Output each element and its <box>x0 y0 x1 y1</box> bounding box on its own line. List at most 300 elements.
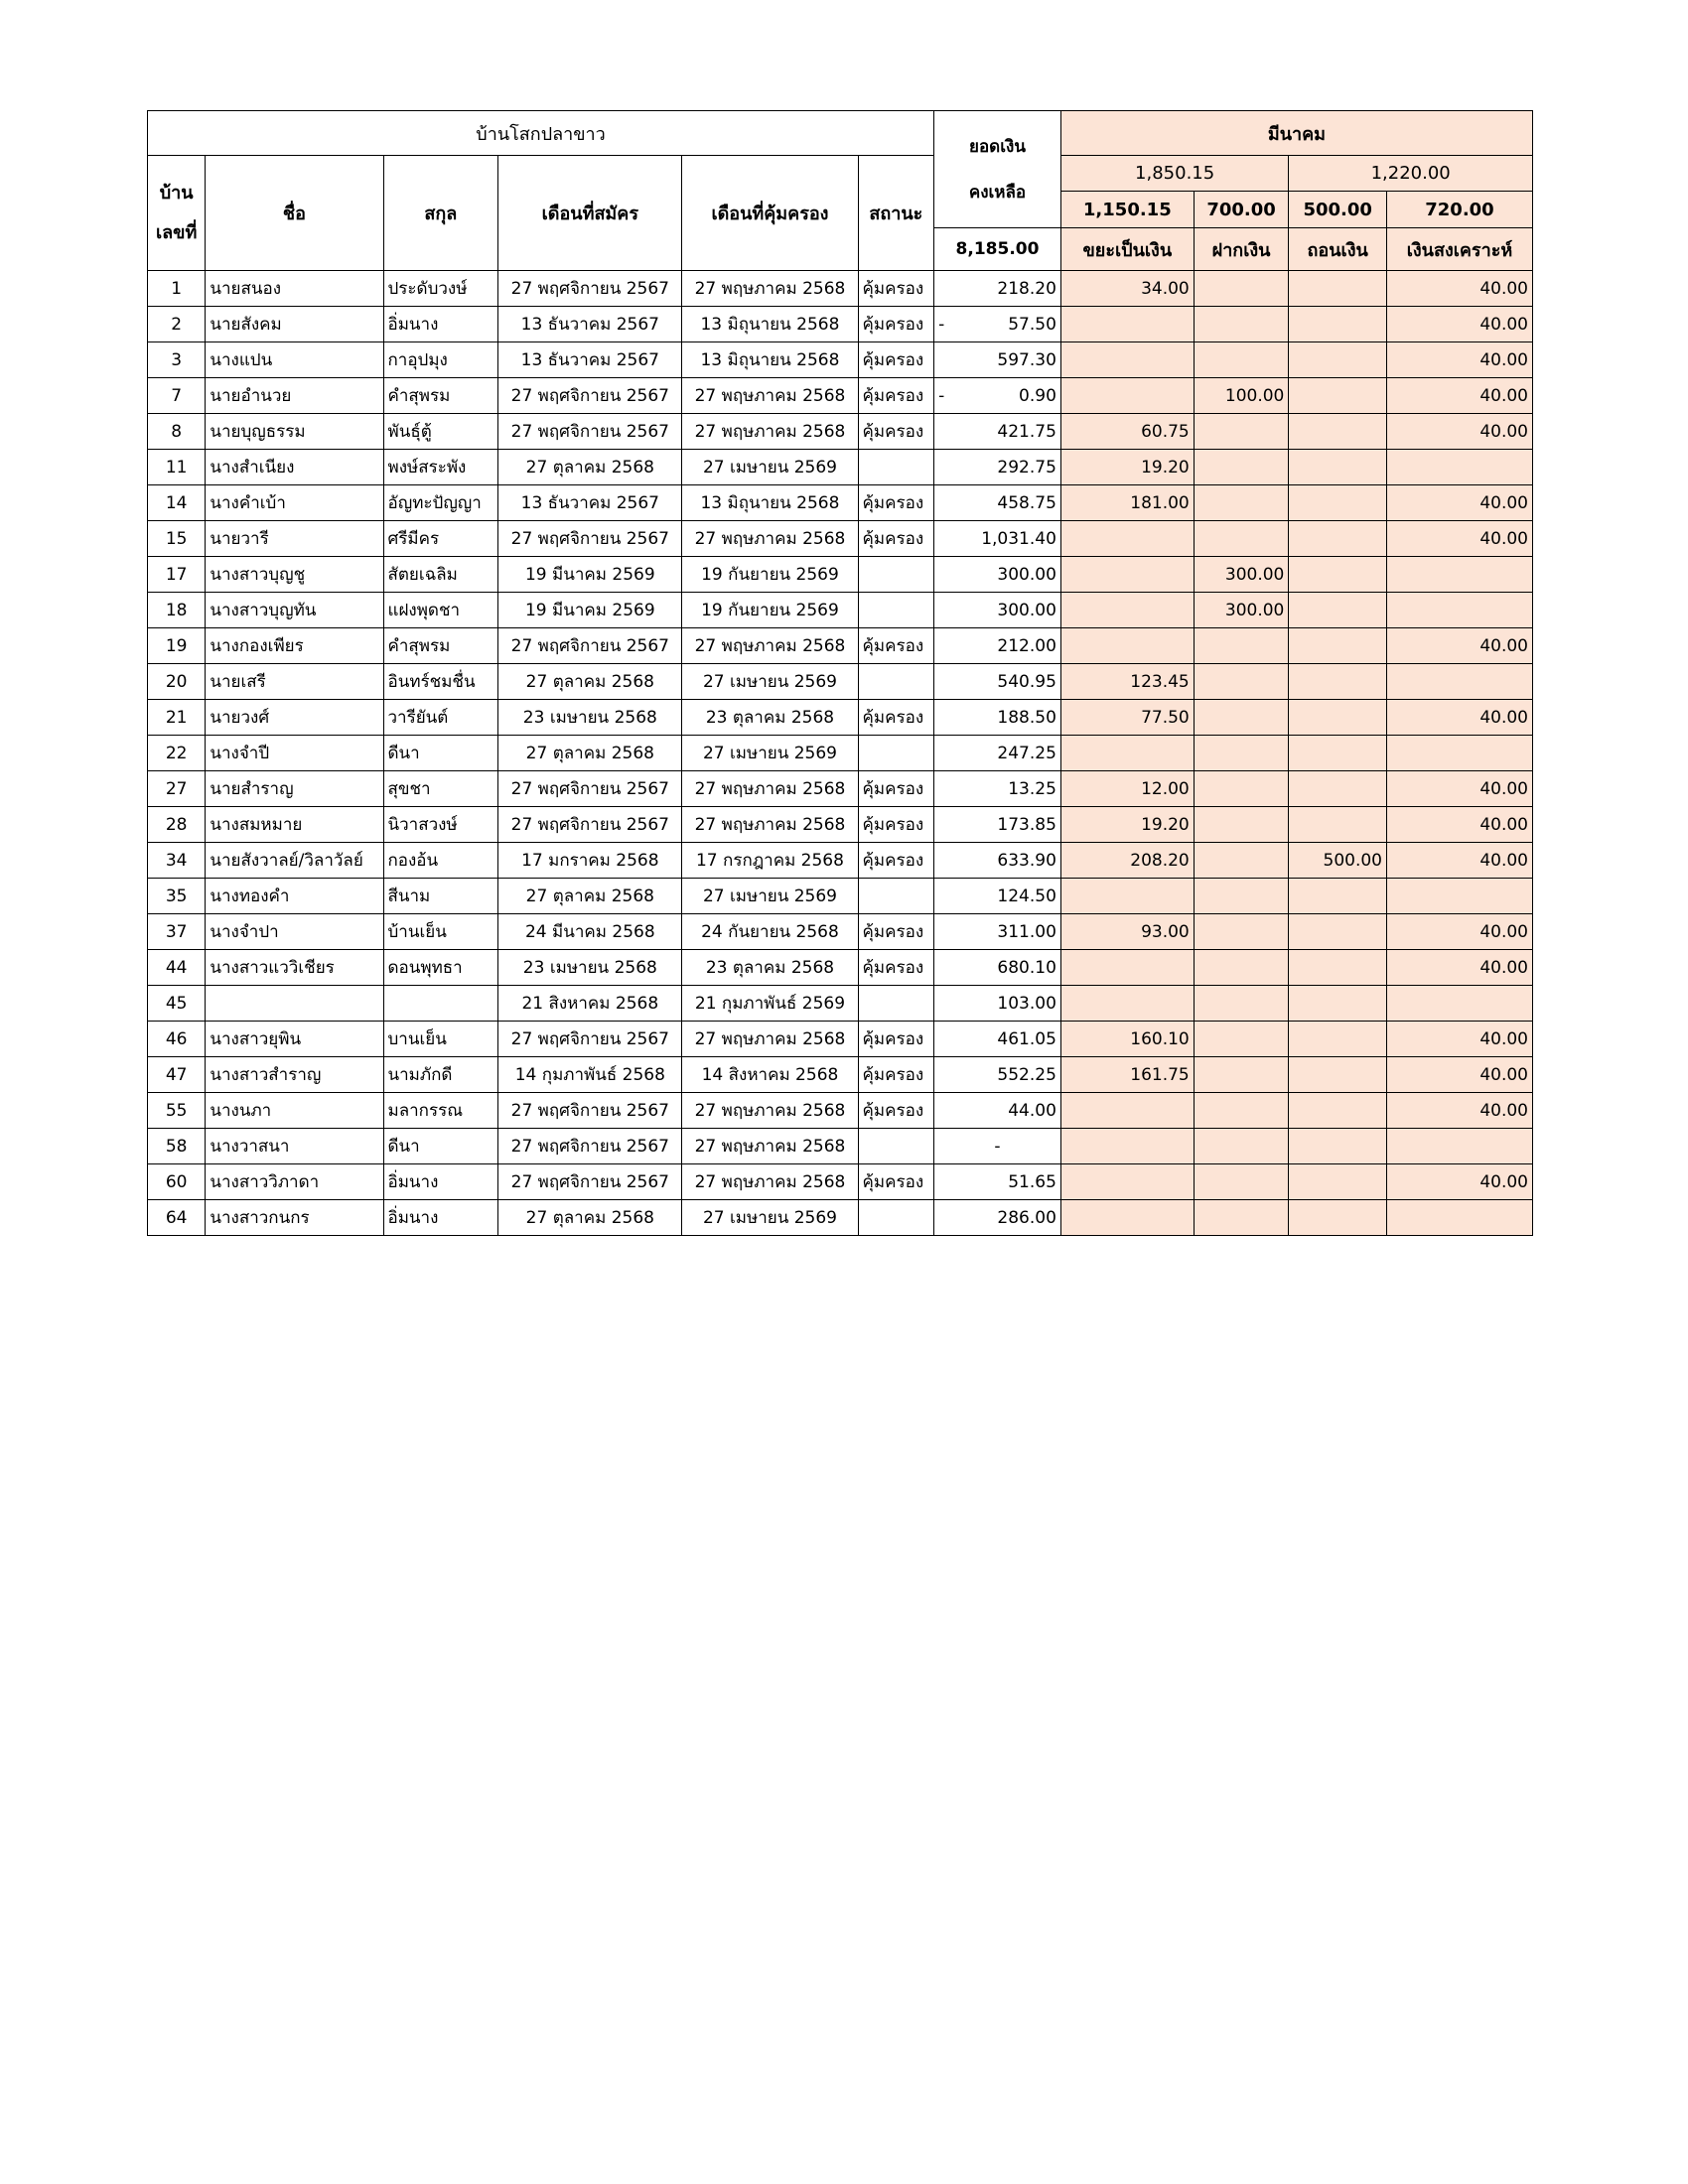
cell-welfare <box>1386 664 1532 700</box>
cell-waste <box>1060 1200 1194 1236</box>
cell-surname: อิ่มนาง <box>383 1164 498 1200</box>
cell-deposit <box>1194 342 1289 378</box>
table-row <box>148 843 1533 879</box>
cell-balance <box>934 879 1061 914</box>
cell-covered: 27 เมษายน 2569 <box>682 736 858 771</box>
cell-welfare <box>1386 879 1532 914</box>
cell-balance-value: 173.85 <box>997 814 1056 835</box>
cell-balance <box>934 271 1061 307</box>
table-body <box>148 271 1533 1236</box>
cell-no: 47 <box>148 1057 206 1093</box>
cell-waste: 208.20 <box>1060 843 1194 879</box>
cell-balance-value: 188.50 <box>997 707 1056 728</box>
cell-balance-value: 300.00 <box>997 564 1056 585</box>
cell-no: 44 <box>148 950 206 986</box>
cell-withdraw <box>1289 1022 1387 1057</box>
cell-name <box>206 986 383 1022</box>
cell-deposit <box>1194 1022 1289 1057</box>
cell-no: 64 <box>148 1200 206 1236</box>
cell-withdraw <box>1289 450 1387 485</box>
cell-deposit <box>1194 736 1289 771</box>
header-month-applied: เดือนที่สมัคร <box>498 156 682 271</box>
cell-withdraw <box>1289 485 1387 521</box>
cell-surname: ศรีมีคร <box>383 521 498 557</box>
cell-covered: 27 พฤษภาคม 2568 <box>682 521 858 557</box>
cell-withdraw <box>1289 1129 1387 1164</box>
cell-welfare <box>1386 557 1532 593</box>
cell-no: 14 <box>148 485 206 521</box>
table-row <box>148 593 1533 628</box>
cell-covered: 27 เมษายน 2569 <box>682 664 858 700</box>
cell-deposit <box>1194 1093 1289 1129</box>
table-row <box>148 1129 1533 1164</box>
cell-name: นางสาวบุญชู <box>206 557 383 593</box>
table-row <box>148 521 1533 557</box>
cell-status: คุ้มครอง <box>858 1022 934 1057</box>
table-row <box>148 414 1533 450</box>
cell-surname: กองอ้น <box>383 843 498 879</box>
cell-balance-value: 421.75 <box>997 421 1056 442</box>
cell-welfare <box>1386 1200 1532 1236</box>
table-row <box>148 1022 1533 1057</box>
cell-withdraw <box>1289 521 1387 557</box>
cell-balance-value: 633.90 <box>997 850 1056 871</box>
cell-deposit <box>1194 950 1289 986</box>
cell-surname: อินทร์ชมชื่น <box>383 664 498 700</box>
cell-balance-value: 13.25 <box>1008 778 1056 799</box>
cell-deposit <box>1194 664 1289 700</box>
cell-applied: 27 ตุลาคม 2568 <box>498 664 682 700</box>
cell-covered: 14 สิงหาคม 2568 <box>682 1057 858 1093</box>
cell-balance-value: 0.90 <box>1019 385 1056 406</box>
cell-covered: 27 พฤษภาคม 2568 <box>682 1093 858 1129</box>
header-month-covered: เดือนที่คุ้มครอง <box>682 156 858 271</box>
cell-applied: 19 มีนาคม 2569 <box>498 593 682 628</box>
cell-balance-value: 103.00 <box>997 993 1056 1014</box>
cell-balance <box>934 521 1061 557</box>
cell-name: นางนภา <box>206 1093 383 1129</box>
cell-covered: 13 มิถุนายน 2568 <box>682 485 858 521</box>
cell-no: 19 <box>148 628 206 664</box>
cell-withdraw <box>1289 1057 1387 1093</box>
cell-withdraw <box>1289 378 1387 414</box>
table-row <box>148 1164 1533 1200</box>
cell-no: 21 <box>148 700 206 736</box>
cell-covered: 23 ตุลาคม 2568 <box>682 950 858 986</box>
cell-status <box>858 557 934 593</box>
cell-welfare <box>1386 986 1532 1022</box>
cell-surname: ดีนา <box>383 736 498 771</box>
cell-balance-value: 57.50 <box>1008 314 1056 335</box>
cell-balance-value: 458.75 <box>997 492 1056 513</box>
cell-balance <box>934 700 1061 736</box>
cell-welfare: 40.00 <box>1386 342 1532 378</box>
header-balance <box>934 111 1061 228</box>
cell-covered: 19 กันยายน 2569 <box>682 557 858 593</box>
cell-balance <box>934 593 1061 628</box>
header-welfare: เงินสงเคราะห์ <box>1386 228 1532 271</box>
cell-name: นายอำนวย <box>206 378 383 414</box>
cell-balance-value: 44.00 <box>1008 1100 1056 1121</box>
cell-applied: 23 เมษายน 2568 <box>498 700 682 736</box>
cell-deposit <box>1194 271 1289 307</box>
cell-welfare: 40.00 <box>1386 1164 1532 1200</box>
cell-sign: - <box>938 314 945 335</box>
cell-applied: 23 เมษายน 2568 <box>498 950 682 986</box>
cell-status: คุ้มครอง <box>858 378 934 414</box>
cell-no: 11 <box>148 450 206 485</box>
cell-surname: คำสุพรม <box>383 378 498 414</box>
cell-withdraw <box>1289 879 1387 914</box>
cell-balance-value: 300.00 <box>997 600 1056 620</box>
cell-name: นายวารี <box>206 521 383 557</box>
cell-covered: 13 มิถุนายน 2568 <box>682 342 858 378</box>
cell-surname: แฝงพุดชา <box>383 593 498 628</box>
cell-waste <box>1060 521 1194 557</box>
cell-covered: 17 กรกฎาคม 2568 <box>682 843 858 879</box>
cell-no: 22 <box>148 736 206 771</box>
cell-welfare <box>1386 593 1532 628</box>
cell-applied: 27 พฤศจิกายน 2567 <box>498 1022 682 1057</box>
cell-balance <box>934 450 1061 485</box>
table-row <box>148 307 1533 342</box>
cell-balance <box>934 378 1061 414</box>
cell-name: นางทองคำ <box>206 879 383 914</box>
savings-table <box>147 110 1533 1236</box>
cell-welfare: 40.00 <box>1386 628 1532 664</box>
cell-balance-value: 124.50 <box>997 886 1056 906</box>
cell-status: คุ้มครอง <box>858 1164 934 1200</box>
header-house-no-label: บ้าน เลขที่ <box>156 182 198 243</box>
table-row <box>148 771 1533 807</box>
cell-withdraw <box>1289 414 1387 450</box>
cell-status: คุ้มครอง <box>858 1057 934 1093</box>
cell-waste <box>1060 879 1194 914</box>
cell-name: นางสาวยุพิน <box>206 1022 383 1057</box>
cell-name: นางวาสนา <box>206 1129 383 1164</box>
cell-waste: 19.20 <box>1060 450 1194 485</box>
cell-no: 27 <box>148 771 206 807</box>
cell-withdraw <box>1289 271 1387 307</box>
cell-balance <box>934 628 1061 664</box>
cell-no: 46 <box>148 1022 206 1057</box>
cell-status: คุ้มครอง <box>858 414 934 450</box>
cell-covered: 23 ตุลาคม 2568 <box>682 700 858 736</box>
cell-withdraw <box>1289 771 1387 807</box>
cell-withdraw <box>1289 307 1387 342</box>
cell-no: 28 <box>148 807 206 843</box>
cell-applied: 27 พฤศจิกายน 2567 <box>498 271 682 307</box>
cell-covered: 27 เมษายน 2569 <box>682 450 858 485</box>
cell-surname: ดีนา <box>383 1129 498 1164</box>
cell-balance-value: 218.20 <box>997 278 1056 299</box>
header-balance-label: ยอดเงิน คงเหลือ <box>968 136 1027 203</box>
cell-surname: พงษ์สระพัง <box>383 450 498 485</box>
cell-name: นางจำปี <box>206 736 383 771</box>
cell-status: คุ้มครอง <box>858 521 934 557</box>
cell-balance <box>934 807 1061 843</box>
cell-balance <box>934 843 1061 879</box>
cell-welfare: 40.00 <box>1386 950 1532 986</box>
table-row <box>148 628 1533 664</box>
cell-name: นางสาวบุญทัน <box>206 593 383 628</box>
cell-name: นางจำปา <box>206 914 383 950</box>
sub-total-waste: 1,150.15 <box>1060 192 1194 228</box>
cell-balance-value: 247.25 <box>997 743 1056 763</box>
cell-applied: 27 พฤศจิกายน 2567 <box>498 378 682 414</box>
cell-covered: 27 เมษายน 2569 <box>682 879 858 914</box>
table-row <box>148 700 1533 736</box>
cell-withdraw <box>1289 914 1387 950</box>
cell-name: นายสำราญ <box>206 771 383 807</box>
cell-withdraw <box>1289 664 1387 700</box>
cell-balance-value: 1,031.40 <box>981 528 1056 549</box>
cell-status: คุ้มครอง <box>858 1093 934 1129</box>
table-row <box>148 950 1533 986</box>
page-title: บ้านโสกปลาขาว <box>148 111 934 156</box>
cell-surname: คำสุพรม <box>383 628 498 664</box>
cell-applied: 14 กุมภาพันธ์ 2568 <box>498 1057 682 1093</box>
cell-applied: 27 พฤศจิกายน 2567 <box>498 414 682 450</box>
cell-no: 18 <box>148 593 206 628</box>
cell-welfare: 40.00 <box>1386 271 1532 307</box>
cell-balance <box>934 950 1061 986</box>
cell-deposit <box>1194 807 1289 843</box>
cell-deposit <box>1194 1200 1289 1236</box>
cell-deposit <box>1194 1129 1289 1164</box>
cell-waste <box>1060 950 1194 986</box>
cell-status: คุ้มครอง <box>858 307 934 342</box>
cell-waste <box>1060 736 1194 771</box>
cell-applied: 27 ตุลาคม 2568 <box>498 1200 682 1236</box>
cell-no: 2 <box>148 307 206 342</box>
cell-surname: ประดับวงษ์ <box>383 271 498 307</box>
cell-welfare <box>1386 450 1532 485</box>
cell-status <box>858 736 934 771</box>
cell-surname: บ้านเย็น <box>383 914 498 950</box>
table-row <box>148 557 1533 593</box>
cell-waste <box>1060 307 1194 342</box>
cell-no: 37 <box>148 914 206 950</box>
cell-applied: 19 มีนาคม 2569 <box>498 557 682 593</box>
cell-withdraw: 500.00 <box>1289 843 1387 879</box>
cell-name: นางสาวแววิเชียร <box>206 950 383 986</box>
cell-covered: 19 กันยายน 2569 <box>682 593 858 628</box>
cell-status: คุ้มครอง <box>858 700 934 736</box>
sub-total-withdraw: 500.00 <box>1289 192 1387 228</box>
sub-total-deposit: 700.00 <box>1194 192 1289 228</box>
cell-balance <box>934 307 1061 342</box>
cell-waste <box>1060 342 1194 378</box>
cell-status <box>858 593 934 628</box>
cell-balance <box>934 414 1061 450</box>
cell-welfare: 40.00 <box>1386 1093 1532 1129</box>
cell-welfare: 40.00 <box>1386 843 1532 879</box>
cell-welfare <box>1386 736 1532 771</box>
cell-applied: 21 สิงหาคม 2568 <box>498 986 682 1022</box>
cell-waste: 161.75 <box>1060 1057 1194 1093</box>
cell-withdraw <box>1289 342 1387 378</box>
group-total-2: 1,220.00 <box>1289 156 1533 192</box>
cell-applied: 27 พฤศจิกายน 2567 <box>498 771 682 807</box>
cell-withdraw <box>1289 557 1387 593</box>
cell-surname: วารียันต์ <box>383 700 498 736</box>
cell-no: 15 <box>148 521 206 557</box>
cell-surname: มลากรรณ <box>383 1093 498 1129</box>
cell-waste: 93.00 <box>1060 914 1194 950</box>
cell-waste: 77.50 <box>1060 700 1194 736</box>
cell-balance <box>934 914 1061 950</box>
cell-deposit <box>1194 879 1289 914</box>
group-total-1: 1,850.15 <box>1060 156 1288 192</box>
cell-covered: 27 เมษายน 2569 <box>682 1200 858 1236</box>
cell-covered: 13 มิถุนายน 2568 <box>682 307 858 342</box>
cell-withdraw <box>1289 593 1387 628</box>
cell-deposit <box>1194 771 1289 807</box>
cell-withdraw <box>1289 736 1387 771</box>
cell-status <box>858 986 934 1022</box>
cell-withdraw <box>1289 1093 1387 1129</box>
cell-deposit <box>1194 700 1289 736</box>
cell-no: 20 <box>148 664 206 700</box>
cell-balance <box>934 485 1061 521</box>
cell-welfare <box>1386 1129 1532 1164</box>
cell-welfare: 40.00 <box>1386 414 1532 450</box>
cell-applied: 27 พฤศจิกายน 2567 <box>498 1093 682 1129</box>
cell-name: นางคำเบ้า <box>206 485 383 521</box>
cell-balance <box>934 1093 1061 1129</box>
cell-status: คุ้มครอง <box>858 771 934 807</box>
cell-waste <box>1060 557 1194 593</box>
cell-name: นายสังวาลย์/วิลาวัลย์ <box>206 843 383 879</box>
cell-waste <box>1060 1164 1194 1200</box>
cell-deposit <box>1194 485 1289 521</box>
cell-deposit: 300.00 <box>1194 557 1289 593</box>
cell-balance <box>934 1057 1061 1093</box>
cell-status <box>858 879 934 914</box>
cell-no: 17 <box>148 557 206 593</box>
cell-waste: 19.20 <box>1060 807 1194 843</box>
table-row <box>148 1200 1533 1236</box>
cell-applied: 27 พฤศจิกายน 2567 <box>498 1164 682 1200</box>
cell-name: นางสำเนียง <box>206 450 383 485</box>
cell-status: คุ้มครอง <box>858 807 934 843</box>
cell-applied: 13 ธันวาคม 2567 <box>498 342 682 378</box>
cell-balance <box>934 1200 1061 1236</box>
table-row <box>148 485 1533 521</box>
cell-deposit <box>1194 986 1289 1022</box>
cell-no: 1 <box>148 271 206 307</box>
cell-balance-value: 540.95 <box>997 671 1056 692</box>
cell-balance-value: 311.00 <box>997 921 1056 942</box>
cell-withdraw <box>1289 950 1387 986</box>
cell-name: นางสาวกนกร <box>206 1200 383 1236</box>
cell-deposit <box>1194 628 1289 664</box>
cell-waste: 60.75 <box>1060 414 1194 450</box>
table-row <box>148 986 1533 1022</box>
header-withdraw: ถอนเงิน <box>1289 228 1387 271</box>
cell-surname: อิ่มนาง <box>383 307 498 342</box>
cell-withdraw <box>1289 986 1387 1022</box>
cell-no: 60 <box>148 1164 206 1200</box>
cell-covered: 27 พฤษภาคม 2568 <box>682 771 858 807</box>
cell-applied: 24 มีนาคม 2568 <box>498 914 682 950</box>
cell-no: 7 <box>148 378 206 414</box>
cell-waste <box>1060 1129 1194 1164</box>
cell-status: คุ้มครอง <box>858 950 934 986</box>
header-surname: สกุล <box>383 156 498 271</box>
cell-welfare: 40.00 <box>1386 1057 1532 1093</box>
cell-surname <box>383 986 498 1022</box>
cell-waste: 34.00 <box>1060 271 1194 307</box>
cell-name: นายสนอง <box>206 271 383 307</box>
cell-covered: 27 พฤษภาคม 2568 <box>682 628 858 664</box>
cell-covered: 27 พฤษภาคม 2568 <box>682 378 858 414</box>
cell-surname: ดอนพุทธา <box>383 950 498 986</box>
cell-status: คุ้มครอง <box>858 342 934 378</box>
cell-name: นายบุญธรรม <box>206 414 383 450</box>
cell-balance-value: - <box>994 1136 1001 1157</box>
cell-deposit <box>1194 843 1289 879</box>
cell-surname: นามภักดี <box>383 1057 498 1093</box>
cell-surname: กาอุปมุง <box>383 342 498 378</box>
cell-applied: 27 ตุลาคม 2568 <box>498 450 682 485</box>
cell-deposit <box>1194 1164 1289 1200</box>
cell-covered: 21 กุมภาพันธ์ 2569 <box>682 986 858 1022</box>
balance-total: 8,185.00 <box>934 228 1061 271</box>
cell-welfare: 40.00 <box>1386 807 1532 843</box>
cell-waste <box>1060 986 1194 1022</box>
cell-status: คุ้มครอง <box>858 843 934 879</box>
cell-waste <box>1060 378 1194 414</box>
cell-deposit <box>1194 307 1289 342</box>
cell-covered: 27 พฤษภาคม 2568 <box>682 1022 858 1057</box>
header-waste: ขยะเป็นเงิน <box>1060 228 1194 271</box>
cell-status <box>858 664 934 700</box>
cell-deposit <box>1194 450 1289 485</box>
cell-waste: 12.00 <box>1060 771 1194 807</box>
table-row <box>148 342 1533 378</box>
cell-covered: 27 พฤษภาคม 2568 <box>682 1164 858 1200</box>
cell-no: 55 <box>148 1093 206 1129</box>
cell-surname: อัญทะปัญญา <box>383 485 498 521</box>
cell-welfare: 40.00 <box>1386 1022 1532 1057</box>
header-deposit: ฝากเงิน <box>1194 228 1289 271</box>
cell-deposit: 100.00 <box>1194 378 1289 414</box>
table-row <box>148 450 1533 485</box>
cell-balance-value: 286.00 <box>997 1207 1056 1228</box>
cell-applied: 27 ตุลาคม 2568 <box>498 736 682 771</box>
cell-deposit <box>1194 914 1289 950</box>
header-status: สถานะ <box>858 156 934 271</box>
cell-status <box>858 1129 934 1164</box>
cell-deposit <box>1194 521 1289 557</box>
header-month: มีนาคม <box>1060 111 1532 156</box>
cell-no: 3 <box>148 342 206 378</box>
cell-surname: บานเย็น <box>383 1022 498 1057</box>
cell-deposit <box>1194 414 1289 450</box>
cell-status: คุ้มครอง <box>858 485 934 521</box>
table-row <box>148 271 1533 307</box>
cell-applied: 17 มกราคม 2568 <box>498 843 682 879</box>
cell-balance <box>934 664 1061 700</box>
cell-welfare: 40.00 <box>1386 771 1532 807</box>
cell-surname: สีนาม <box>383 879 498 914</box>
cell-applied: 27 พฤศจิกายน 2567 <box>498 1129 682 1164</box>
cell-name: นางสมหมาย <box>206 807 383 843</box>
cell-no: 58 <box>148 1129 206 1164</box>
cell-balance <box>934 736 1061 771</box>
